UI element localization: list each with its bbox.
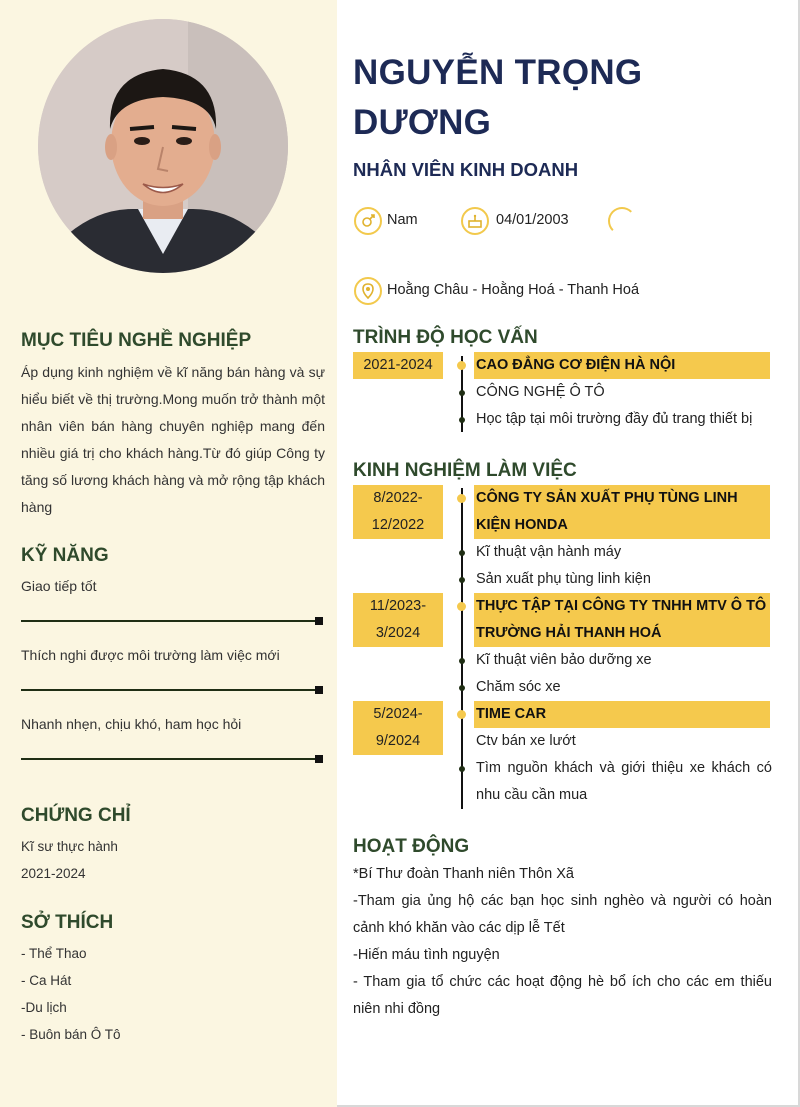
experience-date <box>353 701 443 755</box>
skill-bar-marker <box>315 617 323 625</box>
experience-date-end: 3/2024 <box>375 625 421 641</box>
activity-item: *Bí Thư đoàn Thanh niên Thôn Xã <box>353 866 574 882</box>
experience-company: TIME CAR <box>474 701 770 728</box>
birthdate-value: 04/01/2003 <box>496 212 569 228</box>
experience-task: Kĩ thuật viên bảo dưỡng xe <box>476 652 652 668</box>
experience-date-end: 12/2022 <box>371 517 425 533</box>
job-title: NHÂN VIÊN KINH DOANH <box>353 159 579 180</box>
experience-date-start: 8/2022- <box>373 490 423 506</box>
phone-icon <box>608 207 636 235</box>
timeline-bullet <box>459 766 465 772</box>
education-date: 2021-2024 <box>353 352 443 379</box>
experience-date-end: 9/2024 <box>375 733 421 749</box>
skill-label: Thích nghi được môi trường làm việc mới <box>21 647 280 663</box>
experience-task: Sản xuất phụ tùng linh kiện <box>476 571 651 587</box>
certificate-item: Kĩ sư thực hành <box>21 839 118 854</box>
activities-title: HOẠT ĐỘNG <box>353 836 470 857</box>
skill-label: Giao tiếp tốt <box>21 578 97 594</box>
education-detail: Học tập tại môi trường đầy đủ trang thiết bị <box>476 411 753 427</box>
timeline-dot <box>457 361 466 370</box>
timeline-bullet <box>459 577 465 583</box>
location-pin-icon <box>354 277 382 305</box>
activity-item: -Tham gia ủng hộ các bạn học sinh nghèo và người có hoàn cảnh khó khăn vào các dịp lễ Tết <box>353 893 772 936</box>
hobby-item: - Ca Hát <box>21 973 72 988</box>
timeline-dot <box>457 602 466 611</box>
skill-label: Nhanh nhẹn, chịu khó, ham học hỏi <box>21 716 242 732</box>
timeline-bullet <box>459 685 465 691</box>
skill-bar-marker <box>315 686 323 694</box>
hobbies-title: SỞ THÍCH <box>21 912 114 933</box>
education-detail: CÔNG NGHỆ Ô TÔ <box>476 384 605 400</box>
experience-date <box>353 593 443 647</box>
cake-icon <box>461 207 489 235</box>
address-value: Hoằng Châu - Hoằng Hoá - Thanh Hoá <box>387 282 640 298</box>
experience-date-start: 5/2024- <box>373 706 423 722</box>
timeline-bullet <box>459 390 465 396</box>
profile-photo <box>38 19 288 273</box>
skill-bar <box>21 689 319 691</box>
timeline-bullet <box>459 658 465 664</box>
timeline-dot <box>457 710 466 719</box>
hobby-item: -Du lịch <box>21 1000 67 1015</box>
education-title: TRÌNH ĐỘ HỌC VẤN <box>353 327 538 348</box>
experience-task: Ctv bán xe lướt <box>476 733 576 749</box>
experience-company: CÔNG TY SẢN XUẤT PHỤ TÙNG LINH KIỆN HONDA <box>474 485 770 539</box>
sidebar <box>0 0 337 1107</box>
objective-title: MỤC TIÊU NGHỀ NGHIỆP <box>21 330 252 351</box>
hobby-item: - Buôn bán Ô Tô <box>21 1027 121 1042</box>
experience-task: Tìm nguồn khách và giới thiệu xe khách có nhu cầu cần mua <box>476 760 772 803</box>
full-name: NGUYỄN TRỌNG DƯƠNG <box>353 53 643 142</box>
activity-item: -Hiến máu tình nguyện <box>353 947 500 963</box>
gender-icon <box>354 207 382 235</box>
activity-item: - Tham gia tổ chức các hoạt động hè bổ ích cho các em thiếu niên nhi đồng <box>353 974 772 1017</box>
experience-title: KINH NGHIỆM LÀM VIỆC <box>353 460 577 481</box>
experience-date <box>353 485 443 539</box>
skill-bar <box>21 758 319 760</box>
skill-bar <box>21 620 319 622</box>
experience-timeline <box>461 488 463 809</box>
gender-value: Nam <box>387 212 418 228</box>
certificate-item: 2021-2024 <box>21 866 86 881</box>
hobby-item: - Thể Thao <box>21 946 87 961</box>
objective-text: Áp dụng kinh nghiệm về kĩ năng bán hàng và sự hiểu biết về thị trường.Mong muốn trở thành một nhân viên bán hàng chuyên nghiệp mang đến nhiều giá trị cho khách hàng.Từ đó giúp Công ty tăng số lương khách hàng và mở rộng tập khách hàng <box>21 364 325 515</box>
experience-task: Chăm sóc xe <box>476 679 561 695</box>
experience-date-start: 11/2023- <box>369 598 427 614</box>
experience-task: Kĩ thuật vận hành máy <box>476 544 622 560</box>
skill-bar-marker <box>315 755 323 763</box>
experience-company: THỰC TẬP TẠI CÔNG TY TNHH MTV Ô TÔ TRƯỜNG HẢI THANH HOÁ <box>474 593 770 647</box>
skills-title: KỸ NĂNG <box>21 545 109 566</box>
education-school: CAO ĐẲNG CƠ ĐIỆN HÀ NỘI <box>474 352 770 379</box>
certificates-title: CHỨNG CHỈ <box>21 805 131 826</box>
timeline-bullet <box>459 417 465 423</box>
timeline-bullet <box>459 550 465 556</box>
timeline-dot <box>457 494 466 503</box>
